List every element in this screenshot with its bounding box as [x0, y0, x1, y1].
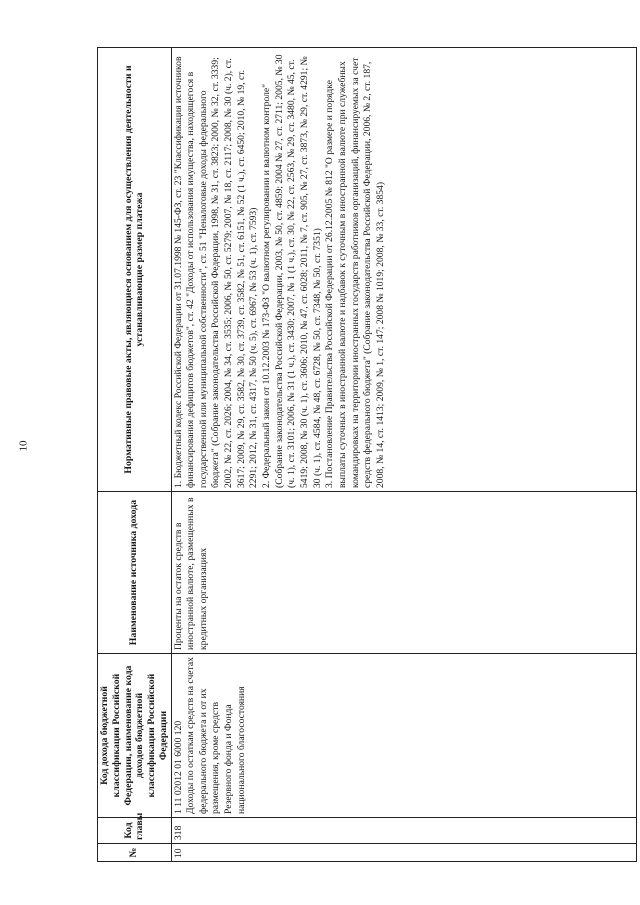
- page-number: 10: [17, 440, 30, 452]
- table-row: [171, 48, 636, 862]
- row-source: Проценты на остаток средств в иностранной валюте, размещенных в кредитных организациях: [171, 492, 636, 654]
- header-chapter: Код главы: [98, 818, 172, 844]
- header-source: Наименование источника дохода: [98, 492, 172, 654]
- rotated-table-wrapper: [97, 47, 637, 862]
- header-code-name: Код дохода бюджетной классификации Российской Федерации, наименование кода доходов бюджетной классификации Российской Федерации: [98, 654, 172, 818]
- row-code: 1 11 02012 01 6000 120: [172, 720, 184, 814]
- act-item: 3. Постановление Правительства Российской Федерации от 26.12.2005 № 812 "О размере и порядке выплаты суточных в иностранной валюте и надбавок к суточным в иностранной валюте при служебных командировках на территории иностранных государств работников организаций, финансируемых за счет средств федерального бюджета" (Собрание законодательства Российской Федерации, 2006, № 2, ст. 187, 2008, № 14, ст. 1413; 2009, № 1, ст. 147; 2008 № 1019; 2008, № 33, ст. 3854): [324, 57, 386, 488]
- row-acts-cell: [171, 48, 636, 492]
- header-acts: Нормативные правовые акты, являющиеся основанием для осуществления деятельности и устанавливающие размер платежа: [98, 48, 172, 492]
- income-classification-table: [97, 47, 637, 862]
- row-chapter: 318: [171, 818, 636, 844]
- row-num: 10: [171, 844, 636, 862]
- row-code-cell: [171, 654, 636, 818]
- act-item: 1. Бюджетный кодекс Российской Федерации от 31.07.1998 № 145-ФЗ, ст. 23 "Классификация источников финансирования дефицитов бюджетов", ст. 42 "Доходы от использования имущества, находящегося в государственной или муниципальной собственности", ст. 51 "Неналоговые доходы федерального бюджета" (Собрание законодательства Российской Федерации, 1998, № 31, ст. 3823; 2000, № 32, ст. 3339; 2002, № 22, ст. 2026; 2004, № 34, ст. 3535; 2006, № 50, ст. 5279; 2007, № 18, ст. 2117; 2008, № 30 (ч. 2), ст. 3617; 2009, № 29, ст. 3582, № 30, ст. 3739, ст. 3582, № 51, ст. 6151, № 52 (1 ч.), ст. 6450; 2010, № 19, ст. 2291; 2012, № 31, ст. 4317, № 50 (ч. 5), ст. 6967, № 53 (ч. 1), ст. 7593): [172, 56, 260, 488]
- act-item: 2. Федеральный закон от 10.12.2003 № 173-ФЗ "О валютном регулировании и валютном контроле" (Собрание законодательства Российской Федерации, 2003, № 50, ст. 4859; 2004 № 27, ст. 2711; 2005, № 30 (ч. 1), ст. 3101; 2006, № 31 (1 ч.), ст. 3430; 2007, № 1 (1 ч.), ст. 30, № 22, ст. 2563, № 29, ст. 3480, № 45, ст. 5419; 2008, № 30 (ч. 1), ст. 3606; 2010, № 47, ст. 6028; 2011, № 7, ст. 905, № 27, ст. 3873, № 29, ст. 4291; № 30 (ч. 1), ст. 4584, № 48, ст. 6728, № 50, ст. 7348, № 50, ст. 7351): [261, 54, 323, 488]
- row-code-name: Доходы по остаткам средств на счетах федерального бюджета и от их размещения, кроме средств Резервного фонда и Фонда национального благосостояния: [185, 657, 247, 814]
- table-header-row: [98, 48, 172, 862]
- header-num: №: [98, 844, 172, 862]
